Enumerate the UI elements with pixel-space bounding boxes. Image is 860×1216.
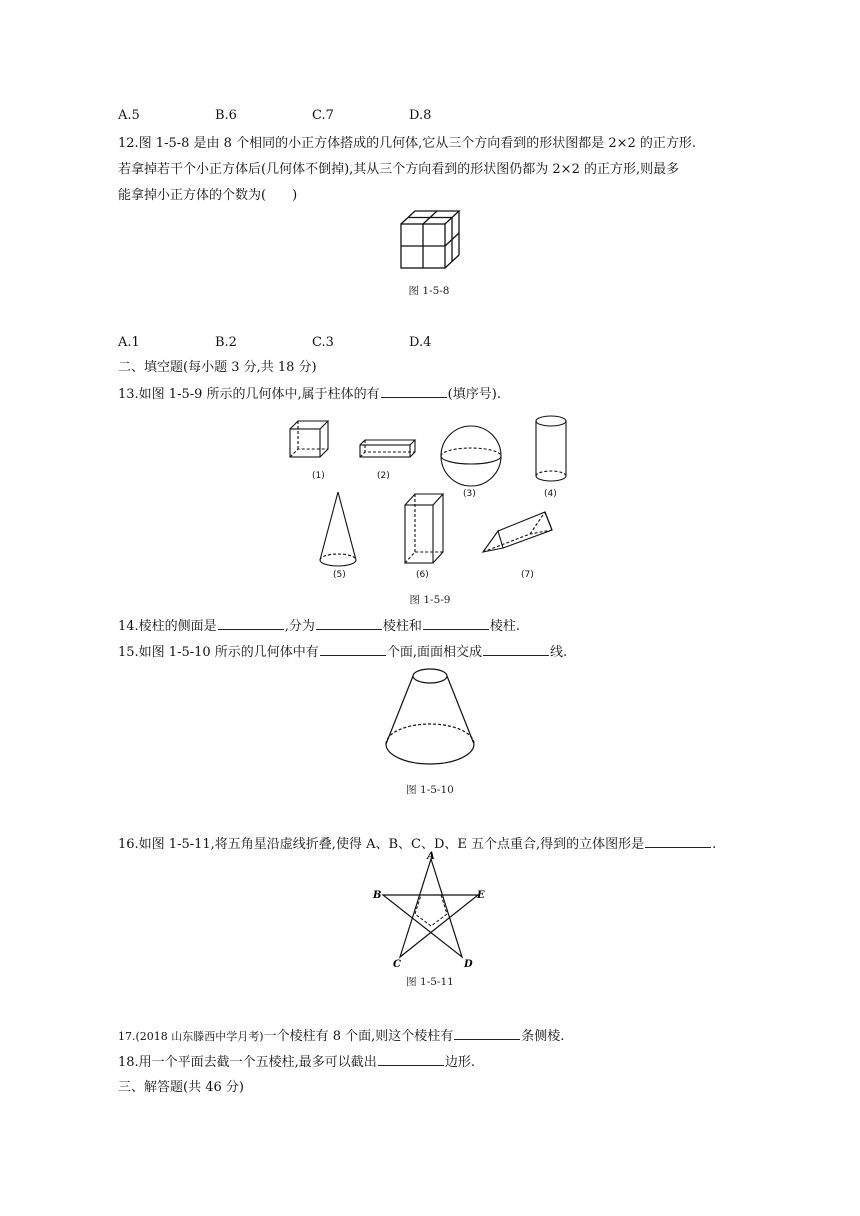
cone-solid (320, 492, 356, 566)
q11-options (118, 106, 506, 126)
option-b: B.2 (215, 335, 237, 350)
q14-blank-1[interactable] (218, 616, 284, 630)
q12-options (118, 333, 506, 353)
cube-solid (290, 421, 328, 457)
q13-answer-blank[interactable] (381, 384, 447, 398)
q14-blank-3[interactable] (423, 616, 489, 630)
point-a: A (427, 851, 435, 862)
tall-prism-solid (405, 494, 443, 563)
option-d: D.8 (409, 108, 432, 123)
q14-text: 14.棱柱的侧面是 ,分为 棱柱和 棱柱. (118, 616, 520, 637)
pentagram-figure (370, 850, 490, 970)
figure-caption-1-5-11: 图 1-5-11 (406, 976, 454, 988)
sphere-solid (441, 426, 501, 486)
solid-label-4: (4) (544, 489, 557, 499)
figure-caption-1-5-10: 图 1-5-10 (406, 784, 454, 796)
q18-answer-blank[interactable] (378, 1052, 444, 1066)
q12-line-3: 能拿掉小正方体的个数为( ) (118, 188, 298, 203)
point-d: D (464, 959, 473, 970)
option-d: D.4 (409, 335, 432, 350)
triangular-prism-solid (483, 512, 552, 552)
figure-caption-1-5-9: 图 1-5-9 (409, 594, 451, 606)
solid-label-5: (5) (333, 570, 346, 580)
q12-line-2: 若拿掉若干个小正方体后(几何体不倒掉),其从三个方向看到的形状图仍都为 2×2 的正方形,则最多 (118, 162, 680, 177)
frustum-figure (380, 664, 480, 770)
solid-label-3: (3) (463, 489, 476, 499)
q15-blank-1[interactable] (320, 642, 386, 656)
solid-label-6: (6) (416, 570, 429, 580)
q18-text: 18.用一个平面去截一个五棱柱,最多可以截出 边形. (118, 1052, 475, 1073)
q13-text: 13.如图 1-5-9 所示的几何体中,属于柱体的有 (填序号). (118, 384, 501, 405)
option-a: A.1 (118, 335, 140, 350)
point-e: E (477, 890, 485, 901)
cylinder-solid (536, 416, 566, 481)
section-3-heading: 三、解答题(共 46 分) (118, 1080, 244, 1095)
cube-figure (395, 208, 465, 272)
q16-text: 16.如图 1-5-11,将五角星沿虚线折叠,使得 A、B、C、D、E 五个点重合,得到的立体图形是 . (118, 834, 716, 855)
solid-label-7: (7) (521, 570, 534, 580)
option-c: C.7 (312, 108, 334, 123)
point-c: C (393, 959, 401, 970)
option-c: C.3 (312, 335, 334, 350)
solid-label-2: (2) (377, 471, 390, 481)
q15-blank-2[interactable] (483, 642, 549, 656)
figure-caption-1-5-8: 图 1-5-8 (408, 285, 450, 297)
q14-blank-2[interactable] (316, 616, 382, 630)
q12-line-1: 12.图 1-5-8 是由 8 个相同的小正方体搭成的几何体,它从三个方向看到的形状图都是 2×2 的正方形. (118, 136, 697, 151)
point-b: B (373, 890, 382, 901)
flat-box-solid (360, 440, 415, 457)
solids-figure (280, 410, 580, 585)
q17-text: 17.(2018 山东滕西中学月考)一个棱柱有 8 个面,则这个棱柱有 条侧棱. (118, 1026, 564, 1047)
q17-source: 17.(2018 山东滕西中学月考) (118, 1030, 264, 1043)
q15-text: 15.如图 1-5-10 所示的几何体中有 个面,面面相交成 线. (118, 642, 567, 663)
section-2-heading: 二、填空题(每小题 3 分,共 18 分) (118, 360, 317, 375)
option-b: B.6 (215, 108, 237, 123)
q16-answer-blank[interactable] (645, 834, 711, 848)
solid-label-1: (1) (312, 471, 325, 481)
option-a: A.5 (118, 108, 140, 123)
q17-answer-blank[interactable] (454, 1026, 520, 1040)
